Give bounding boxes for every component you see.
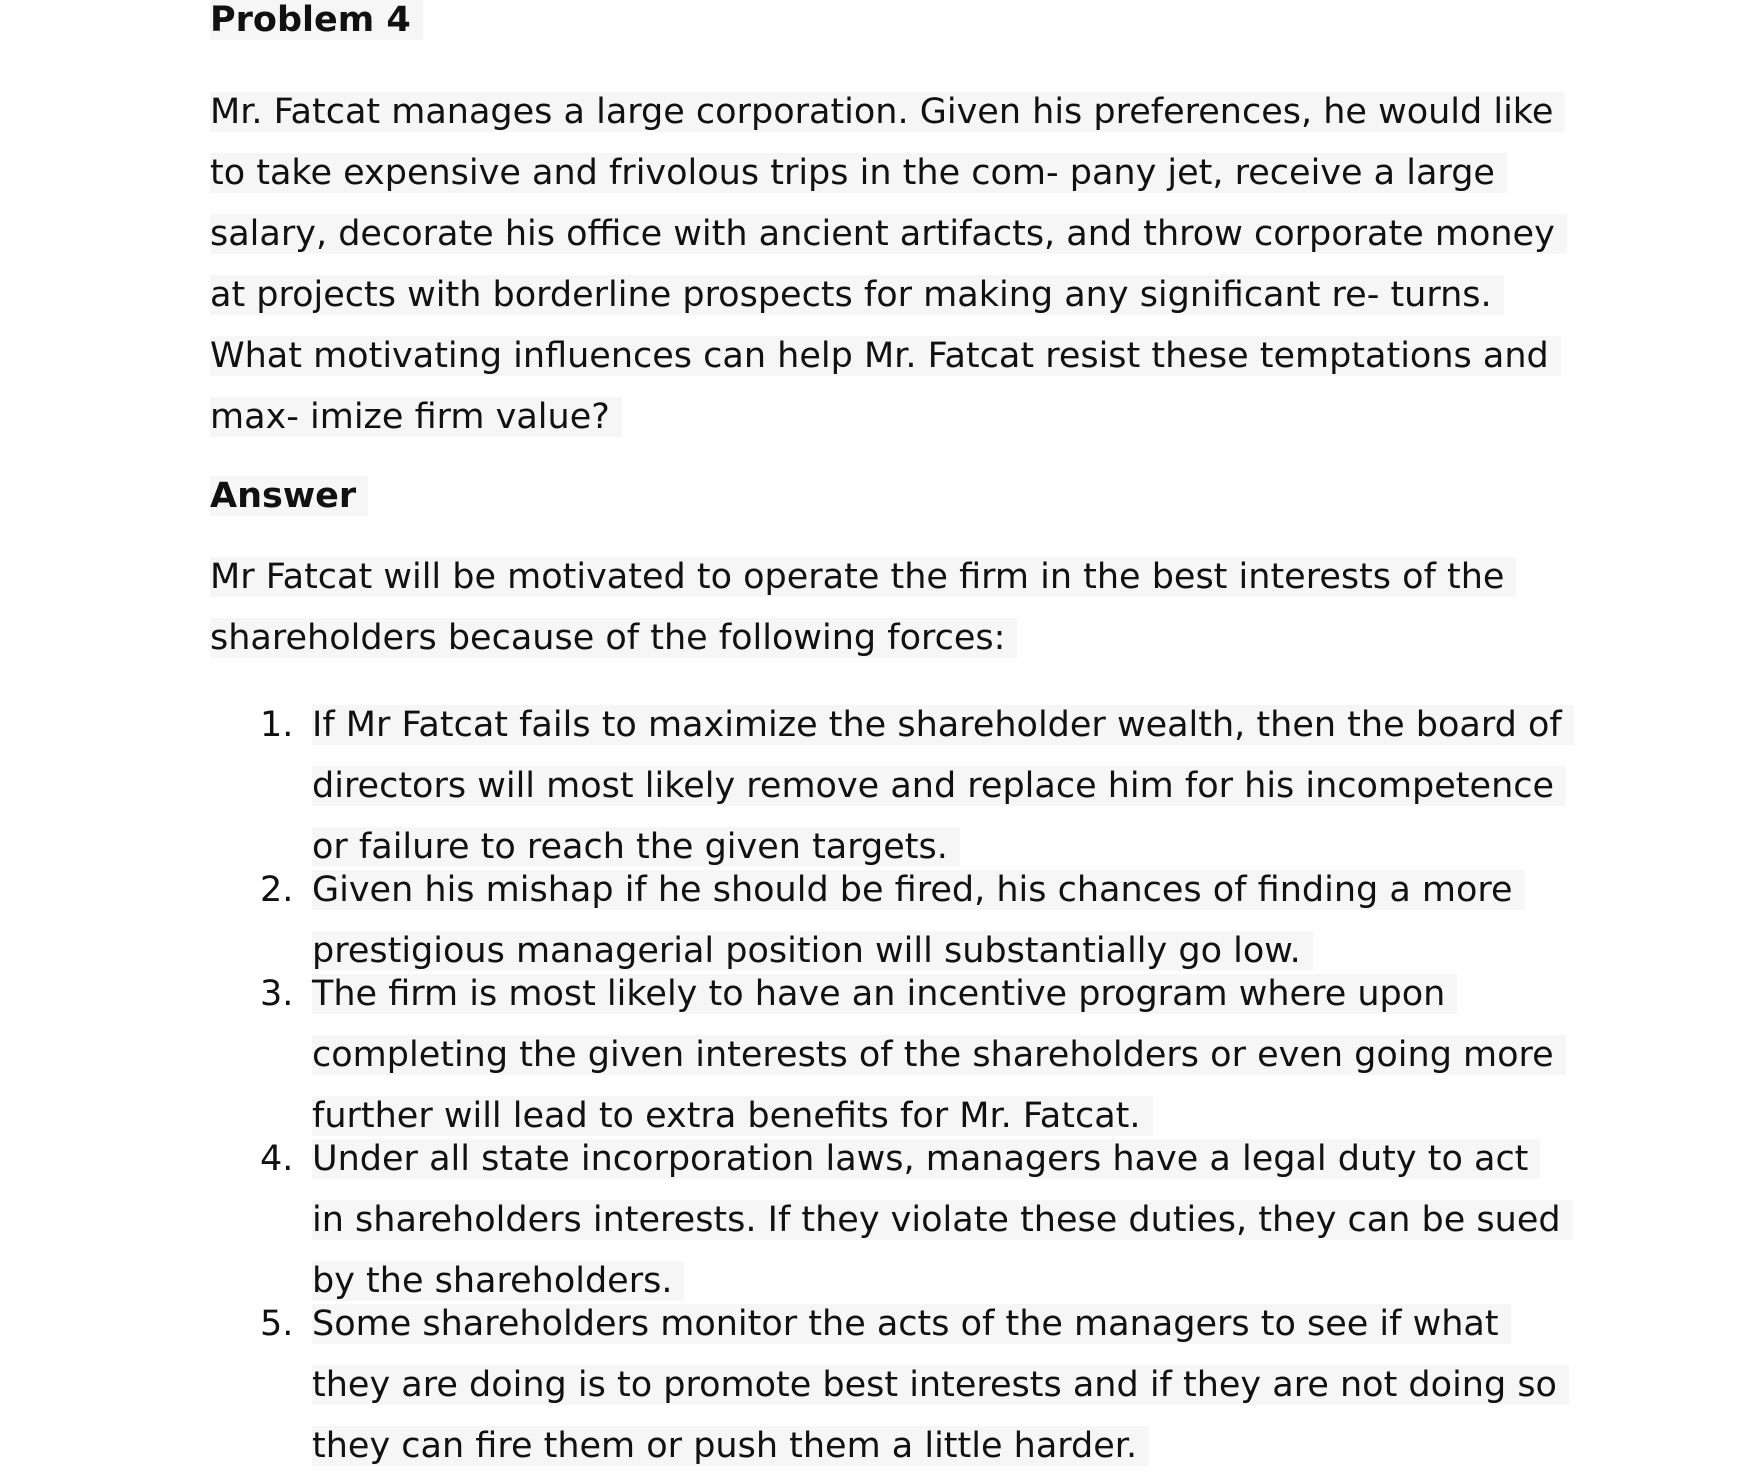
list-item-number: 5. <box>260 1304 294 1344</box>
answer-heading: Answer <box>210 476 1570 516</box>
list-item <box>210 1129 1570 1312</box>
list-item-text: The firm is most likely to have an incentive program where upon completing the given interests of the shareholders or even going more further will lead to extra benefits for Mr. Fatcat. <box>312 974 1566 1136</box>
list-item-text: If Mr Fatcat fails to maximize the shareholder wealth, then the board of directors will most likely remove and replace him for his incompetence or failure to reach the given targets. <box>312 705 1574 867</box>
list-item-number: 2. <box>260 870 294 910</box>
list-item <box>210 695 1570 878</box>
list-item <box>210 1294 1570 1477</box>
list-item <box>210 964 1570 1147</box>
problem-paragraph: Mr. Fatcat manages a large corporation. Given his preferences, he would like to take expensive and frivolous trips in the com- pany jet, receive a large salary, decorate his office with ancient artifacts, and throw corporate money at projects with borderline prospects for making any significant re- turns. What motivating influences can help Mr. Fatcat resist these temptations and max- imize firm value? <box>210 82 1570 448</box>
document-page <box>210 0 1570 1466</box>
problem-heading: Problem 4 <box>210 0 1570 40</box>
list-item-text: Some shareholders monitor the acts of the managers to see if what they are doing is to promote best interests and if they are not doing so they can fire them or push them a little harder. <box>312 1304 1569 1466</box>
list-item-text: Given his mishap if he should be fired, his chances of finding a more prestigious managerial position will substantially go low. <box>312 870 1525 971</box>
answer-list <box>210 695 1570 1477</box>
list-item-text: Under all state incorporation laws, managers have a legal duty to act in shareholders interests. If they violate these duties, they can be sued by the shareholders. <box>312 1139 1573 1301</box>
list-item-number: 3. <box>260 974 294 1014</box>
list-item-number: 1. <box>260 705 294 745</box>
list-item-number: 4. <box>260 1139 294 1179</box>
answer-intro-paragraph: Mr Fatcat will be motivated to operate the firm in the best interests of the shareholders because of the following forces: <box>210 547 1570 669</box>
